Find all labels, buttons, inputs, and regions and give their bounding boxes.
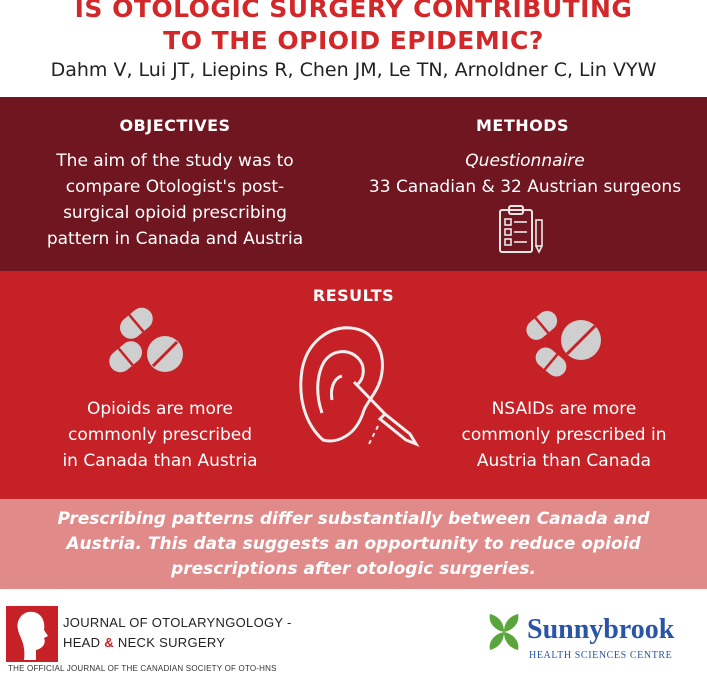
objectives-line: The aim of the study was to bbox=[56, 151, 294, 171]
journal-ampersand: & bbox=[104, 635, 114, 650]
head-profile-logo bbox=[6, 606, 58, 662]
results-right-line: Austria than Canada bbox=[476, 451, 652, 471]
journal-tagline: THE OFFICIAL JOURNAL OF THE CANADIAN SOCIETY OF OTO-HNS bbox=[8, 664, 277, 673]
clipboard-checklist-icon bbox=[497, 204, 547, 256]
conclusion-line: Austria. This data suggests an opportunity to reduce opioid bbox=[66, 534, 641, 554]
pills-icon bbox=[103, 300, 191, 384]
conclusion-text bbox=[30, 507, 677, 582]
results-heading: RESULTS bbox=[312, 286, 395, 305]
capsule-and-tablet-icon bbox=[523, 304, 605, 384]
results-opioids-text bbox=[20, 396, 300, 474]
objectives-line: surgical opioid prescribing bbox=[63, 203, 287, 223]
objectives-heading: OBJECTIVES bbox=[119, 116, 231, 135]
title-line-2: TO THE OPIOID EPIDEMIC? bbox=[163, 26, 544, 55]
authors: Dahm V, Lui JT, Liepins R, Chen JM, Le TN, Arnoldner C, Lin VYW bbox=[50, 59, 657, 81]
ear-with-scalpel-icon bbox=[288, 318, 423, 458]
results-left-line: Opioids are more bbox=[86, 399, 233, 419]
leaf-logo bbox=[484, 612, 524, 652]
methods-text: 33 Canadian & 32 Austrian surgeons bbox=[368, 177, 682, 197]
journal-line2-head: HEAD bbox=[63, 635, 101, 650]
journal-title-line-2 bbox=[63, 635, 225, 650]
conclusion-line: prescriptions after otologic surgeries. bbox=[171, 559, 536, 579]
results-right-line: commonly prescribed in bbox=[461, 425, 667, 445]
sunnybrook-name: Sunnybrook bbox=[527, 614, 675, 645]
results-right-line: NSAIDs are more bbox=[491, 399, 637, 419]
journal-title-line-1: JOURNAL OF OTOLARYNGOLOGY - bbox=[63, 615, 292, 630]
title-line-1: IS OTOLOGIC SURGERY CONTRIBUTING bbox=[74, 0, 633, 23]
results-nsaids-text bbox=[424, 396, 704, 474]
methods-heading: METHODS bbox=[475, 116, 570, 135]
results-left-line: commonly prescribed bbox=[67, 425, 253, 445]
objectives-line: pattern in Canada and Austria bbox=[46, 229, 304, 249]
results-left-line: in Canada than Austria bbox=[62, 451, 258, 471]
objectives-text bbox=[20, 148, 330, 252]
methods-subtitle: Questionnaire bbox=[465, 151, 585, 171]
journal-line2-neck: NECK SURGERY bbox=[117, 635, 226, 650]
conclusion-line: Prescribing patterns differ substantially between Canada and bbox=[57, 509, 650, 529]
sunnybrook-subtitle: HEALTH SCIENCES CENTRE bbox=[529, 650, 673, 661]
objectives-line: compare Otologist's post- bbox=[65, 177, 285, 197]
